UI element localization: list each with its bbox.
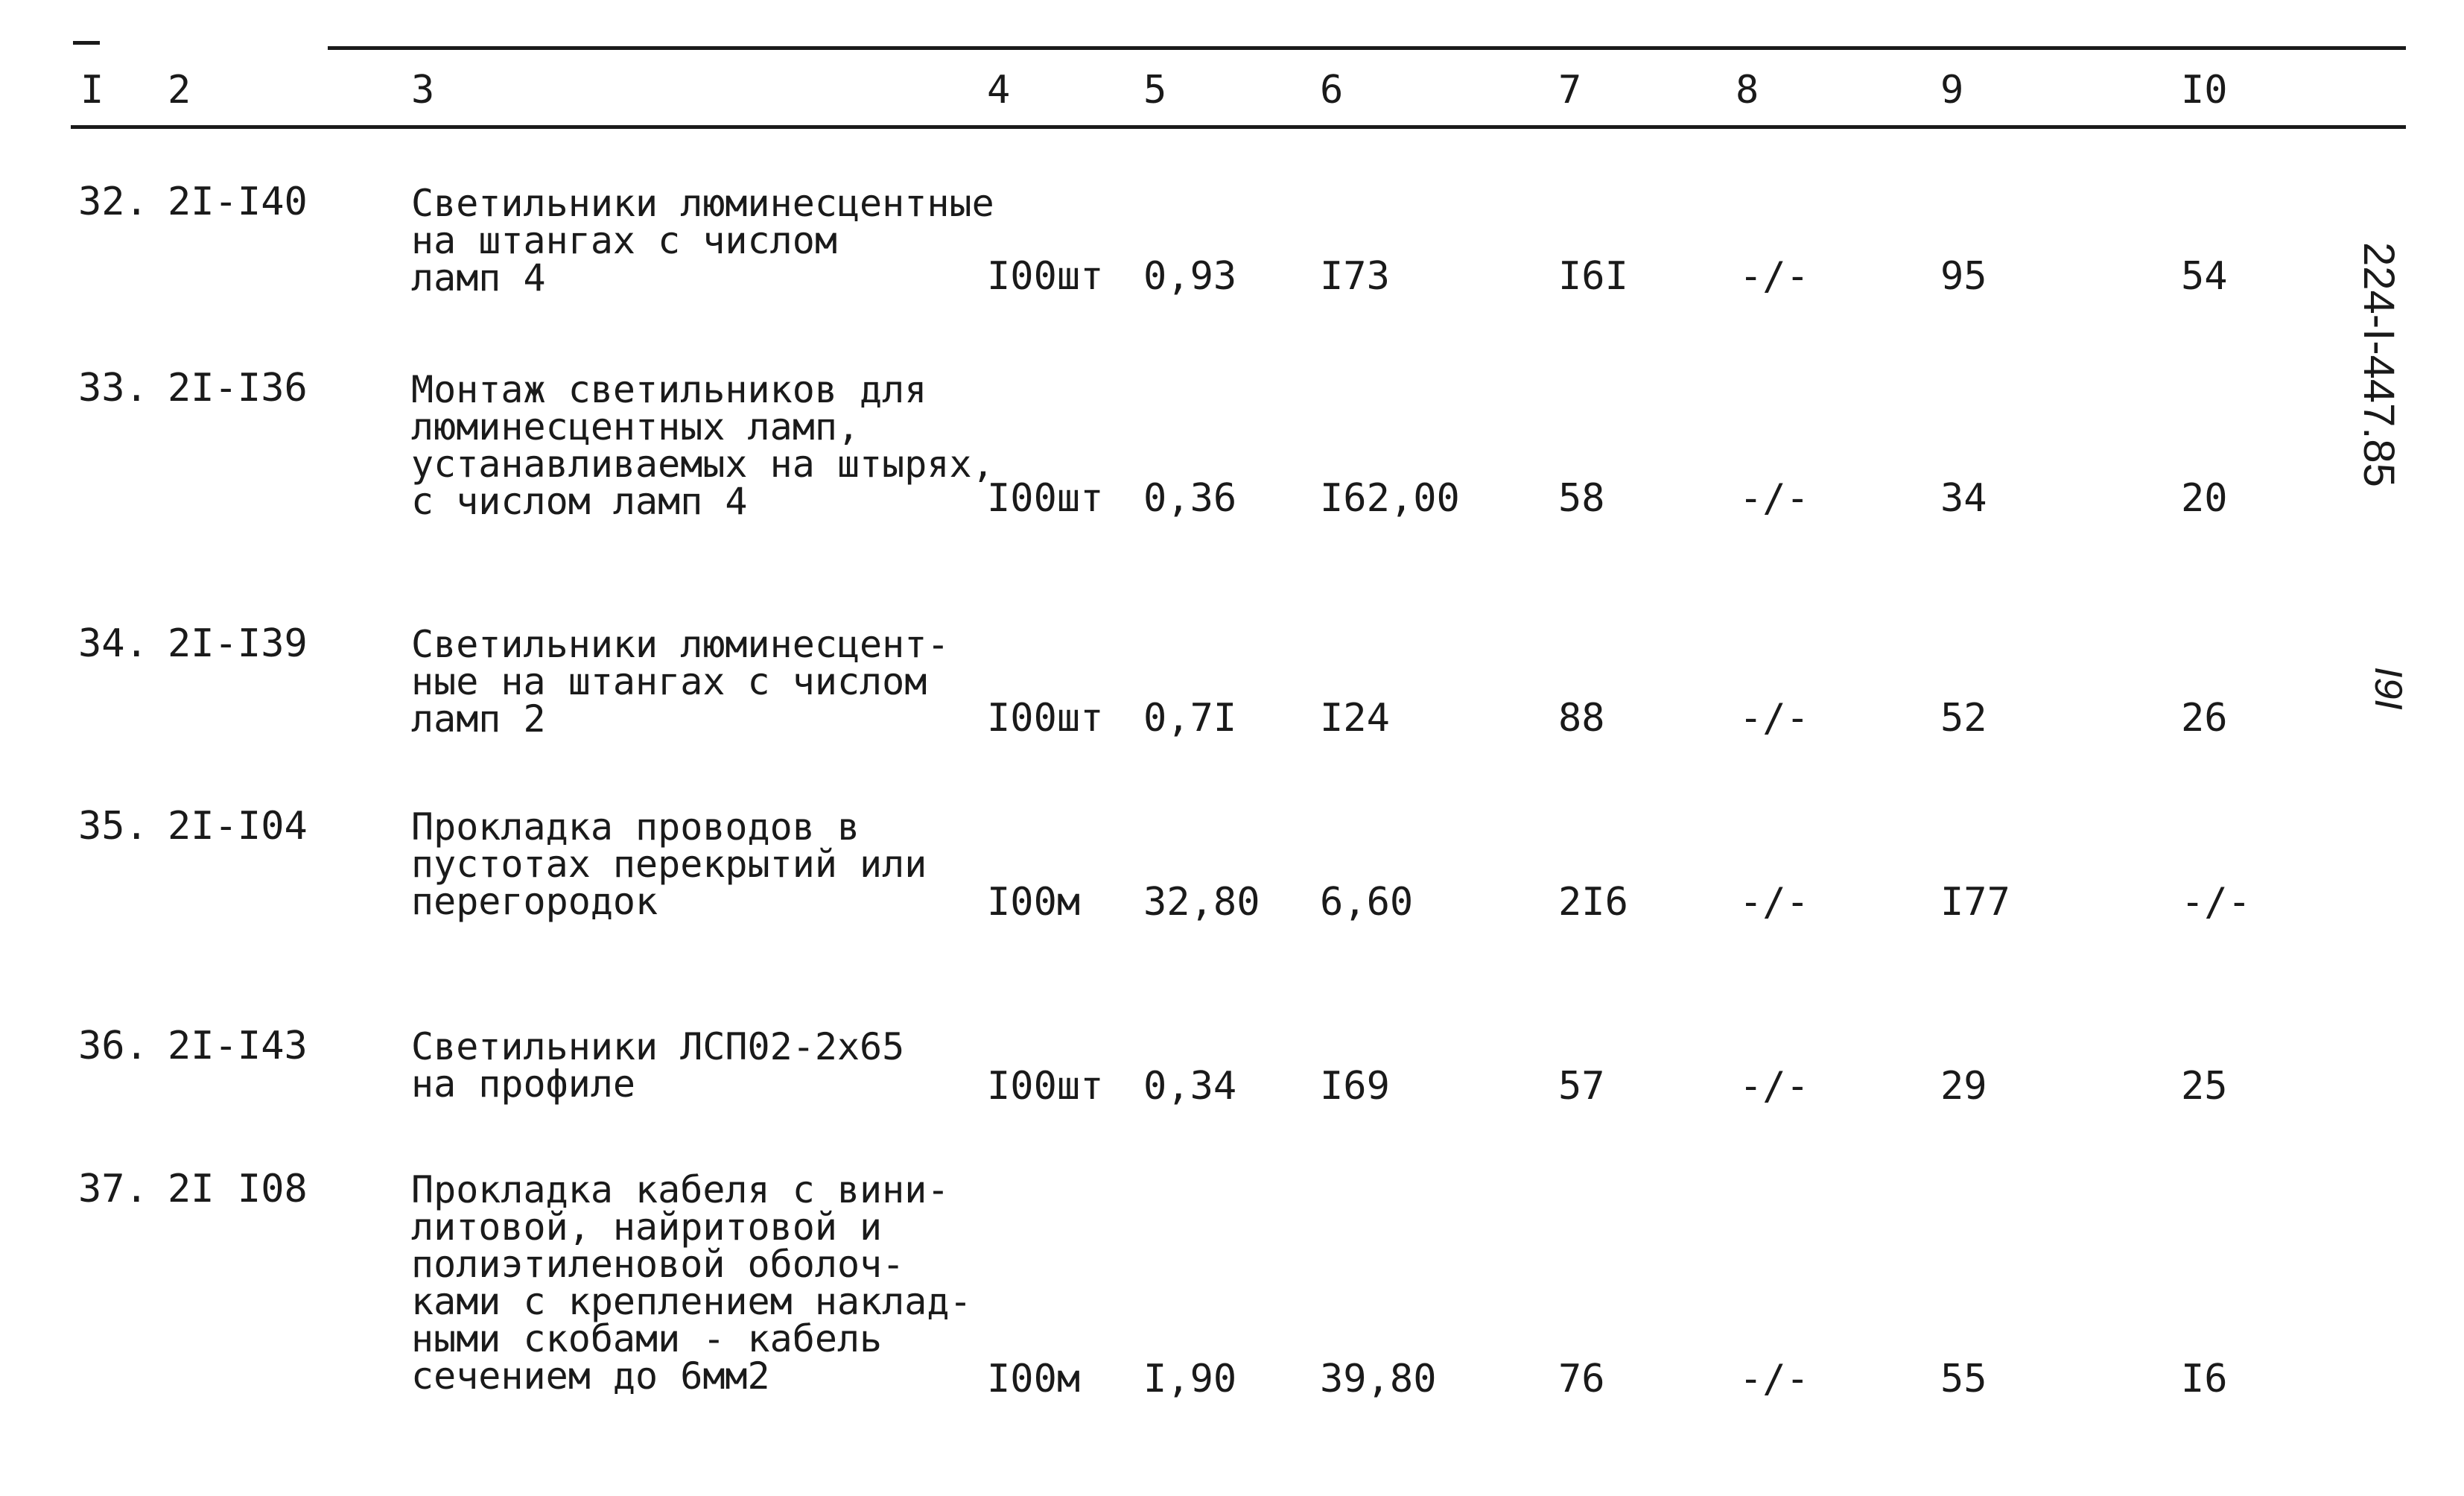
row-col7: 76 — [1558, 1357, 1605, 1401]
row-col8: -/- — [1739, 254, 1809, 299]
row-col6: 39,80 — [1320, 1357, 1437, 1401]
row-col5: 0,36 — [1143, 476, 1237, 521]
row-col10: 20 — [2181, 476, 2228, 521]
row-col8: -/- — [1739, 696, 1809, 741]
row-col9: 95 — [1940, 254, 1987, 299]
row-col7: 57 — [1558, 1064, 1605, 1109]
row-code: 2I-I39 — [168, 621, 308, 666]
row-col10: -/- — [2181, 880, 2251, 925]
row-col9: 29 — [1940, 1064, 1987, 1109]
row-number: 35. — [78, 804, 148, 849]
row-col7: 2I6 — [1558, 880, 1628, 925]
column-header-10: I0 — [2181, 68, 2228, 112]
row-col9: 52 — [1940, 696, 1987, 741]
column-header-9: 9 — [1940, 68, 1964, 112]
row-col6: I73 — [1320, 254, 1390, 299]
column-header-5: 5 — [1143, 68, 1167, 112]
row-unit: I00м — [987, 880, 1081, 925]
row-description: Прокладка кабеля с вини- литовой, найритовой и полиэтиленовой оболоч- ками с креплением наклад- ными скобами - кабель сечением до 6мм2 — [411, 1168, 972, 1398]
row-col5: 32,80 — [1143, 880, 1260, 925]
row-description: Светильники люминесцентные на штангах с числом ламп 4 — [411, 182, 994, 299]
row-col5: 0,93 — [1143, 254, 1237, 299]
row-col10: 54 — [2181, 254, 2228, 299]
document-code-label: 224-I-447.85 — [2355, 242, 2403, 487]
row-description: Прокладка проводов в пустотах перекрытий или перегородок — [411, 805, 927, 923]
row-number: 32. — [78, 180, 148, 224]
row-col8: -/- — [1739, 476, 1809, 521]
row-col5: 0,34 — [1143, 1064, 1237, 1109]
row-col8: -/- — [1739, 1357, 1809, 1401]
row-col5: 0,7I — [1143, 696, 1237, 741]
top-rule — [328, 46, 2406, 50]
column-header-7: 7 — [1558, 68, 1582, 112]
page-number-label: I9I — [2366, 667, 2410, 710]
row-unit: I00шт — [987, 254, 1104, 299]
row-col5: I,90 — [1143, 1357, 1237, 1401]
column-header-4: 4 — [987, 68, 1011, 112]
row-unit: I00м — [987, 1357, 1081, 1401]
row-col8: -/- — [1739, 880, 1809, 925]
row-col7: 58 — [1558, 476, 1605, 521]
row-col9: 34 — [1940, 476, 1987, 521]
row-number: 34. — [78, 621, 148, 666]
row-col9: I77 — [1940, 880, 2010, 925]
row-col6: I62,00 — [1320, 476, 1460, 521]
row-description: Светильники люминесцент- ные на штангах с числом ламп 2 — [411, 623, 950, 741]
row-description: Светильники ЛСП02-2х65 на профиле — [411, 1025, 905, 1106]
column-header-3: 3 — [411, 68, 435, 112]
row-code: 2I-I40 — [168, 180, 308, 224]
column-header-1: I — [80, 68, 104, 112]
row-unit: I00шт — [987, 476, 1104, 521]
row-number: 36. — [78, 1024, 148, 1068]
row-number: 37. — [78, 1167, 148, 1211]
row-col9: 55 — [1940, 1357, 1987, 1401]
header-rule — [71, 125, 2406, 129]
row-unit: I00шт — [987, 1064, 1104, 1109]
column-header-8: 8 — [1736, 68, 1759, 112]
row-number: 33. — [78, 366, 148, 411]
row-col6: 6,60 — [1320, 880, 1414, 925]
column-header-2: 2 — [168, 68, 191, 112]
row-col6: I69 — [1320, 1064, 1390, 1109]
row-code: 2I-I43 — [168, 1024, 308, 1068]
row-col8: -/- — [1739, 1064, 1809, 1109]
row-col10: 25 — [2181, 1064, 2228, 1109]
row-description: Монтаж светильников для люминесцентных ламп, устанавливаемых на штырях, с числом ламп 4 — [411, 368, 994, 523]
header-marker — [73, 41, 100, 45]
column-header-6: 6 — [1320, 68, 1344, 112]
row-col10: 26 — [2181, 696, 2228, 741]
row-col7: 88 — [1558, 696, 1605, 741]
row-unit: I00шт — [987, 696, 1104, 741]
row-code: 2I-I04 — [168, 804, 308, 849]
row-code: 2I-I36 — [168, 366, 308, 411]
row-code: 2I I08 — [168, 1167, 308, 1211]
row-col10: I6 — [2181, 1357, 2228, 1401]
row-col7: I6I — [1558, 254, 1628, 299]
row-col6: I24 — [1320, 696, 1390, 741]
